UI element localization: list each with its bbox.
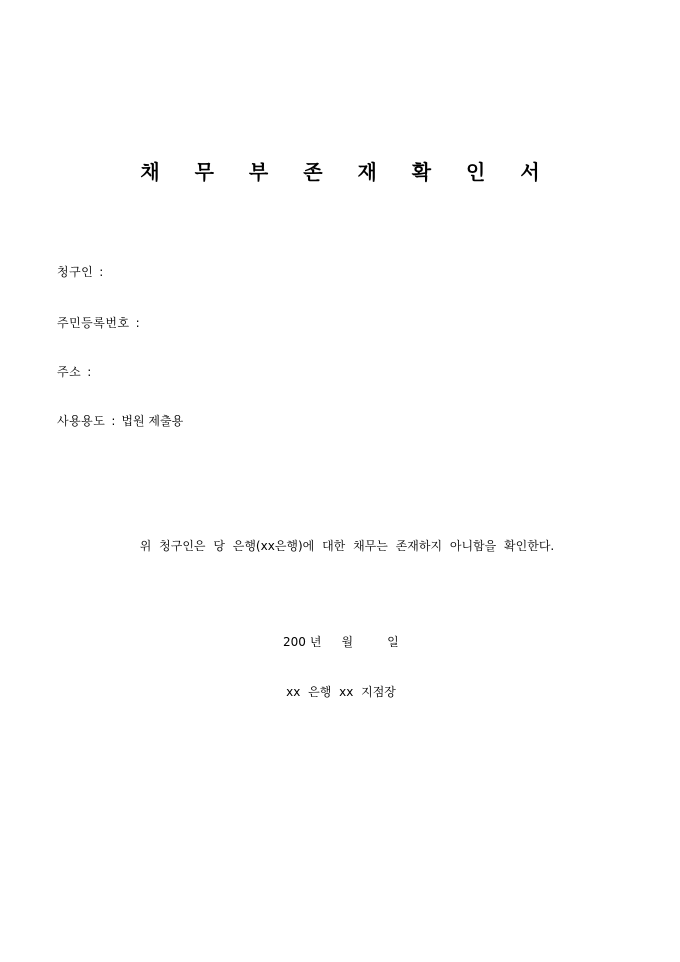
field-label: 주소 [57, 365, 82, 379]
date-line [283, 633, 399, 650]
field-claimant [57, 263, 109, 280]
date-year: 200 [283, 635, 306, 649]
field-resident-number [57, 314, 146, 331]
field-separator: : [111, 414, 116, 428]
confirmation-statement: 위 청구인은 당 은행(xx은행)에 대한 채무는 존재하지 아니함을 확인한다. [139, 539, 555, 553]
field-separator: : [87, 365, 92, 379]
date-year-label: 년 [309, 635, 322, 649]
field-separator: : [99, 265, 104, 279]
document-title: 채 무 부 존 재 확 인 서 [140, 160, 554, 184]
field-label: 청구인 [57, 265, 94, 279]
field-purpose [57, 412, 183, 429]
field-value: 법원 제출용 [121, 414, 184, 428]
field-label: 사용용도 [57, 414, 106, 428]
field-label: 주민등록번호 [57, 316, 130, 330]
field-separator: : [135, 316, 140, 330]
date-day-label: 일 [387, 635, 399, 649]
signer-line: xx 은행 xx 지점장 [286, 685, 396, 699]
field-address [57, 363, 97, 380]
date-month-label: 월 [341, 635, 354, 649]
